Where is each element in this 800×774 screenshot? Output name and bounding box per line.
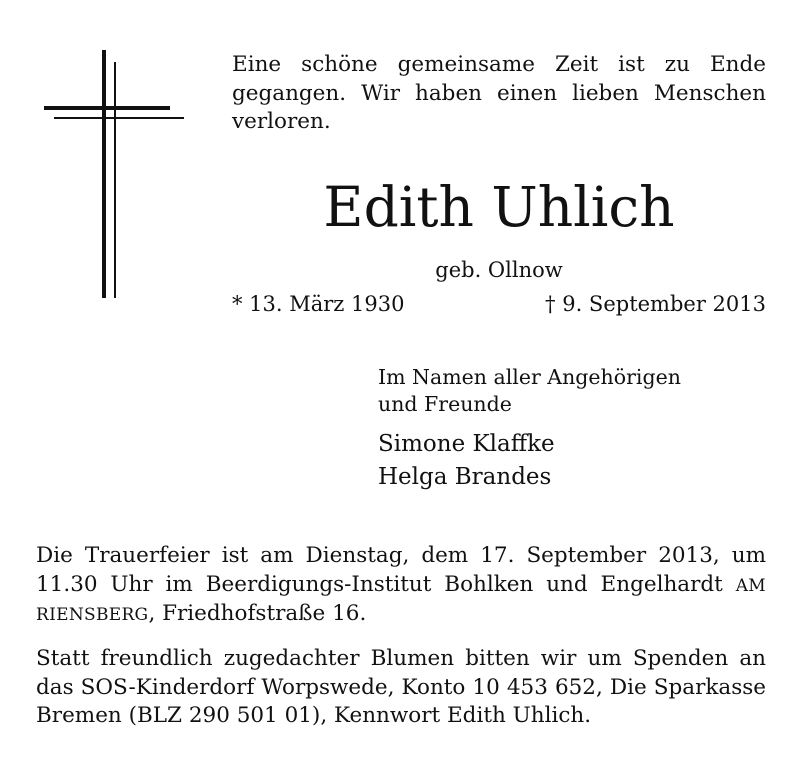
funeral-info-part-1: Die Trauerfeier ist am Dienstag, dem 17. September 2013, um 11.30 Uhr im Beerdigungs-Institut Bohlken und Engelhardt — [36, 543, 766, 597]
birth-date: * 13. März 1930 — [232, 292, 405, 316]
signers-block — [378, 364, 758, 494]
cross-vertical-shadow — [114, 62, 116, 298]
signers-intro-line-1: Im Namen aller Angehörigen — [378, 365, 681, 389]
cross-icon — [44, 50, 184, 298]
donation-info: Statt freundlich zugedachter Blumen bitten wir um Spenden an das SOS-Kinderdorf Worpswede, Konto 10 453 652, Die Sparkasse Bremen (BLZ 290 501 01), Kennwort Edith Uhlich. — [36, 646, 766, 728]
cross-horizontal-shadow — [54, 117, 184, 119]
signer-names — [378, 428, 758, 494]
funeral-location-caps: AM RIENSBERG — [36, 575, 766, 625]
life-dates — [232, 290, 766, 318]
death-date: † 9. September 2013 — [545, 292, 766, 316]
signer-name: Helga Brandes — [378, 464, 552, 490]
signers-intro-line-2: und Freunde — [378, 392, 512, 416]
cross-vertical-bar — [102, 50, 106, 298]
intro-text: Eine schöne gemeinsame Zeit ist zu Ende gegangen. Wir haben einen lieben Menschen verloren. — [232, 52, 766, 134]
signer-name: Simone Klaffke — [378, 431, 555, 457]
born-name: geb. Ollnow — [435, 258, 563, 282]
funeral-info — [36, 542, 766, 630]
cross-horizontal-bar — [44, 106, 170, 110]
funeral-info-part-2: , Friedhofstraße 16. — [148, 601, 367, 626]
deceased-name: Edith Uhlich — [323, 175, 675, 239]
